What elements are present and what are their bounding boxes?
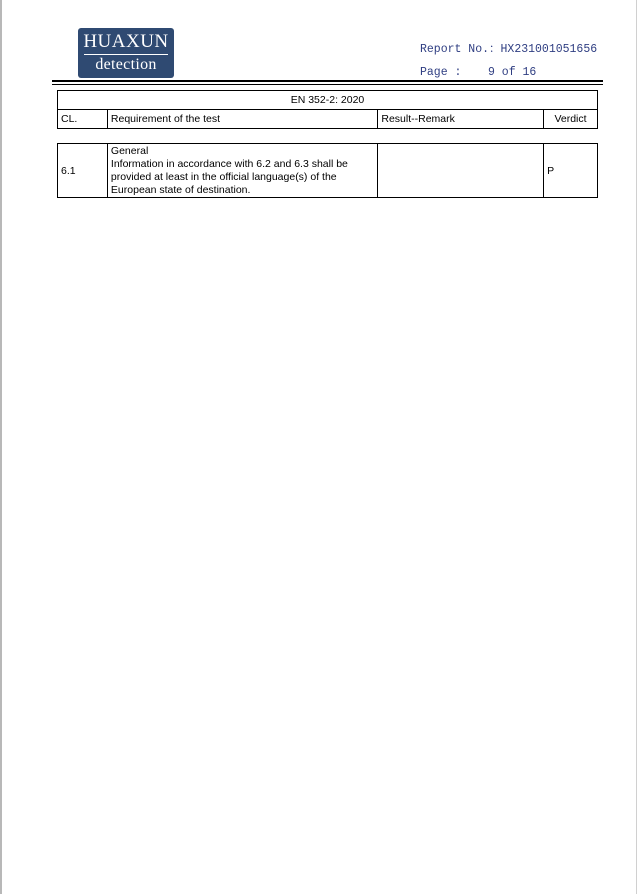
report-number-label: Report No.： — [420, 43, 501, 56]
col-header-verdict: Verdict — [544, 110, 598, 129]
col-header-result: Result--Remark — [378, 110, 544, 129]
company-logo — [78, 28, 174, 78]
report-number — [420, 38, 597, 61]
header-rule-thin — [52, 84, 603, 85]
logo-divider — [84, 54, 168, 55]
row-clause: 6.1 — [58, 144, 108, 198]
page-number-label: Page : — [420, 66, 462, 79]
test-table-header — [57, 90, 598, 129]
column-header-row — [58, 110, 598, 129]
requirement-line: provided at least in the official language(s) of the — [110, 171, 337, 183]
report-info — [420, 38, 597, 84]
report-number-value: HX231001051656 — [500, 43, 598, 56]
standard-row — [58, 91, 598, 110]
row-verdict: P — [544, 144, 598, 198]
col-header-requirement: Requirement of the test — [107, 110, 377, 129]
page-edge-left — [0, 0, 2, 894]
logo-brand: HUAXUN — [83, 31, 169, 52]
header-rule-thick — [52, 80, 603, 82]
col-header-clause: CL. — [58, 110, 108, 129]
test-table-body — [57, 143, 598, 198]
table-row — [58, 144, 598, 198]
requirement-line: European state of destination. — [110, 184, 251, 196]
row-result — [378, 144, 544, 198]
logo-sub: detection — [95, 56, 157, 73]
requirement-line: Information in accordance with 6.2 and 6.3 shall be — [110, 158, 348, 170]
standard-title: EN 352-2: 2020 — [58, 91, 598, 110]
row-requirement — [107, 144, 378, 198]
requirement-line: General — [110, 145, 149, 157]
page-number-value: 9 of 16 — [488, 66, 537, 79]
